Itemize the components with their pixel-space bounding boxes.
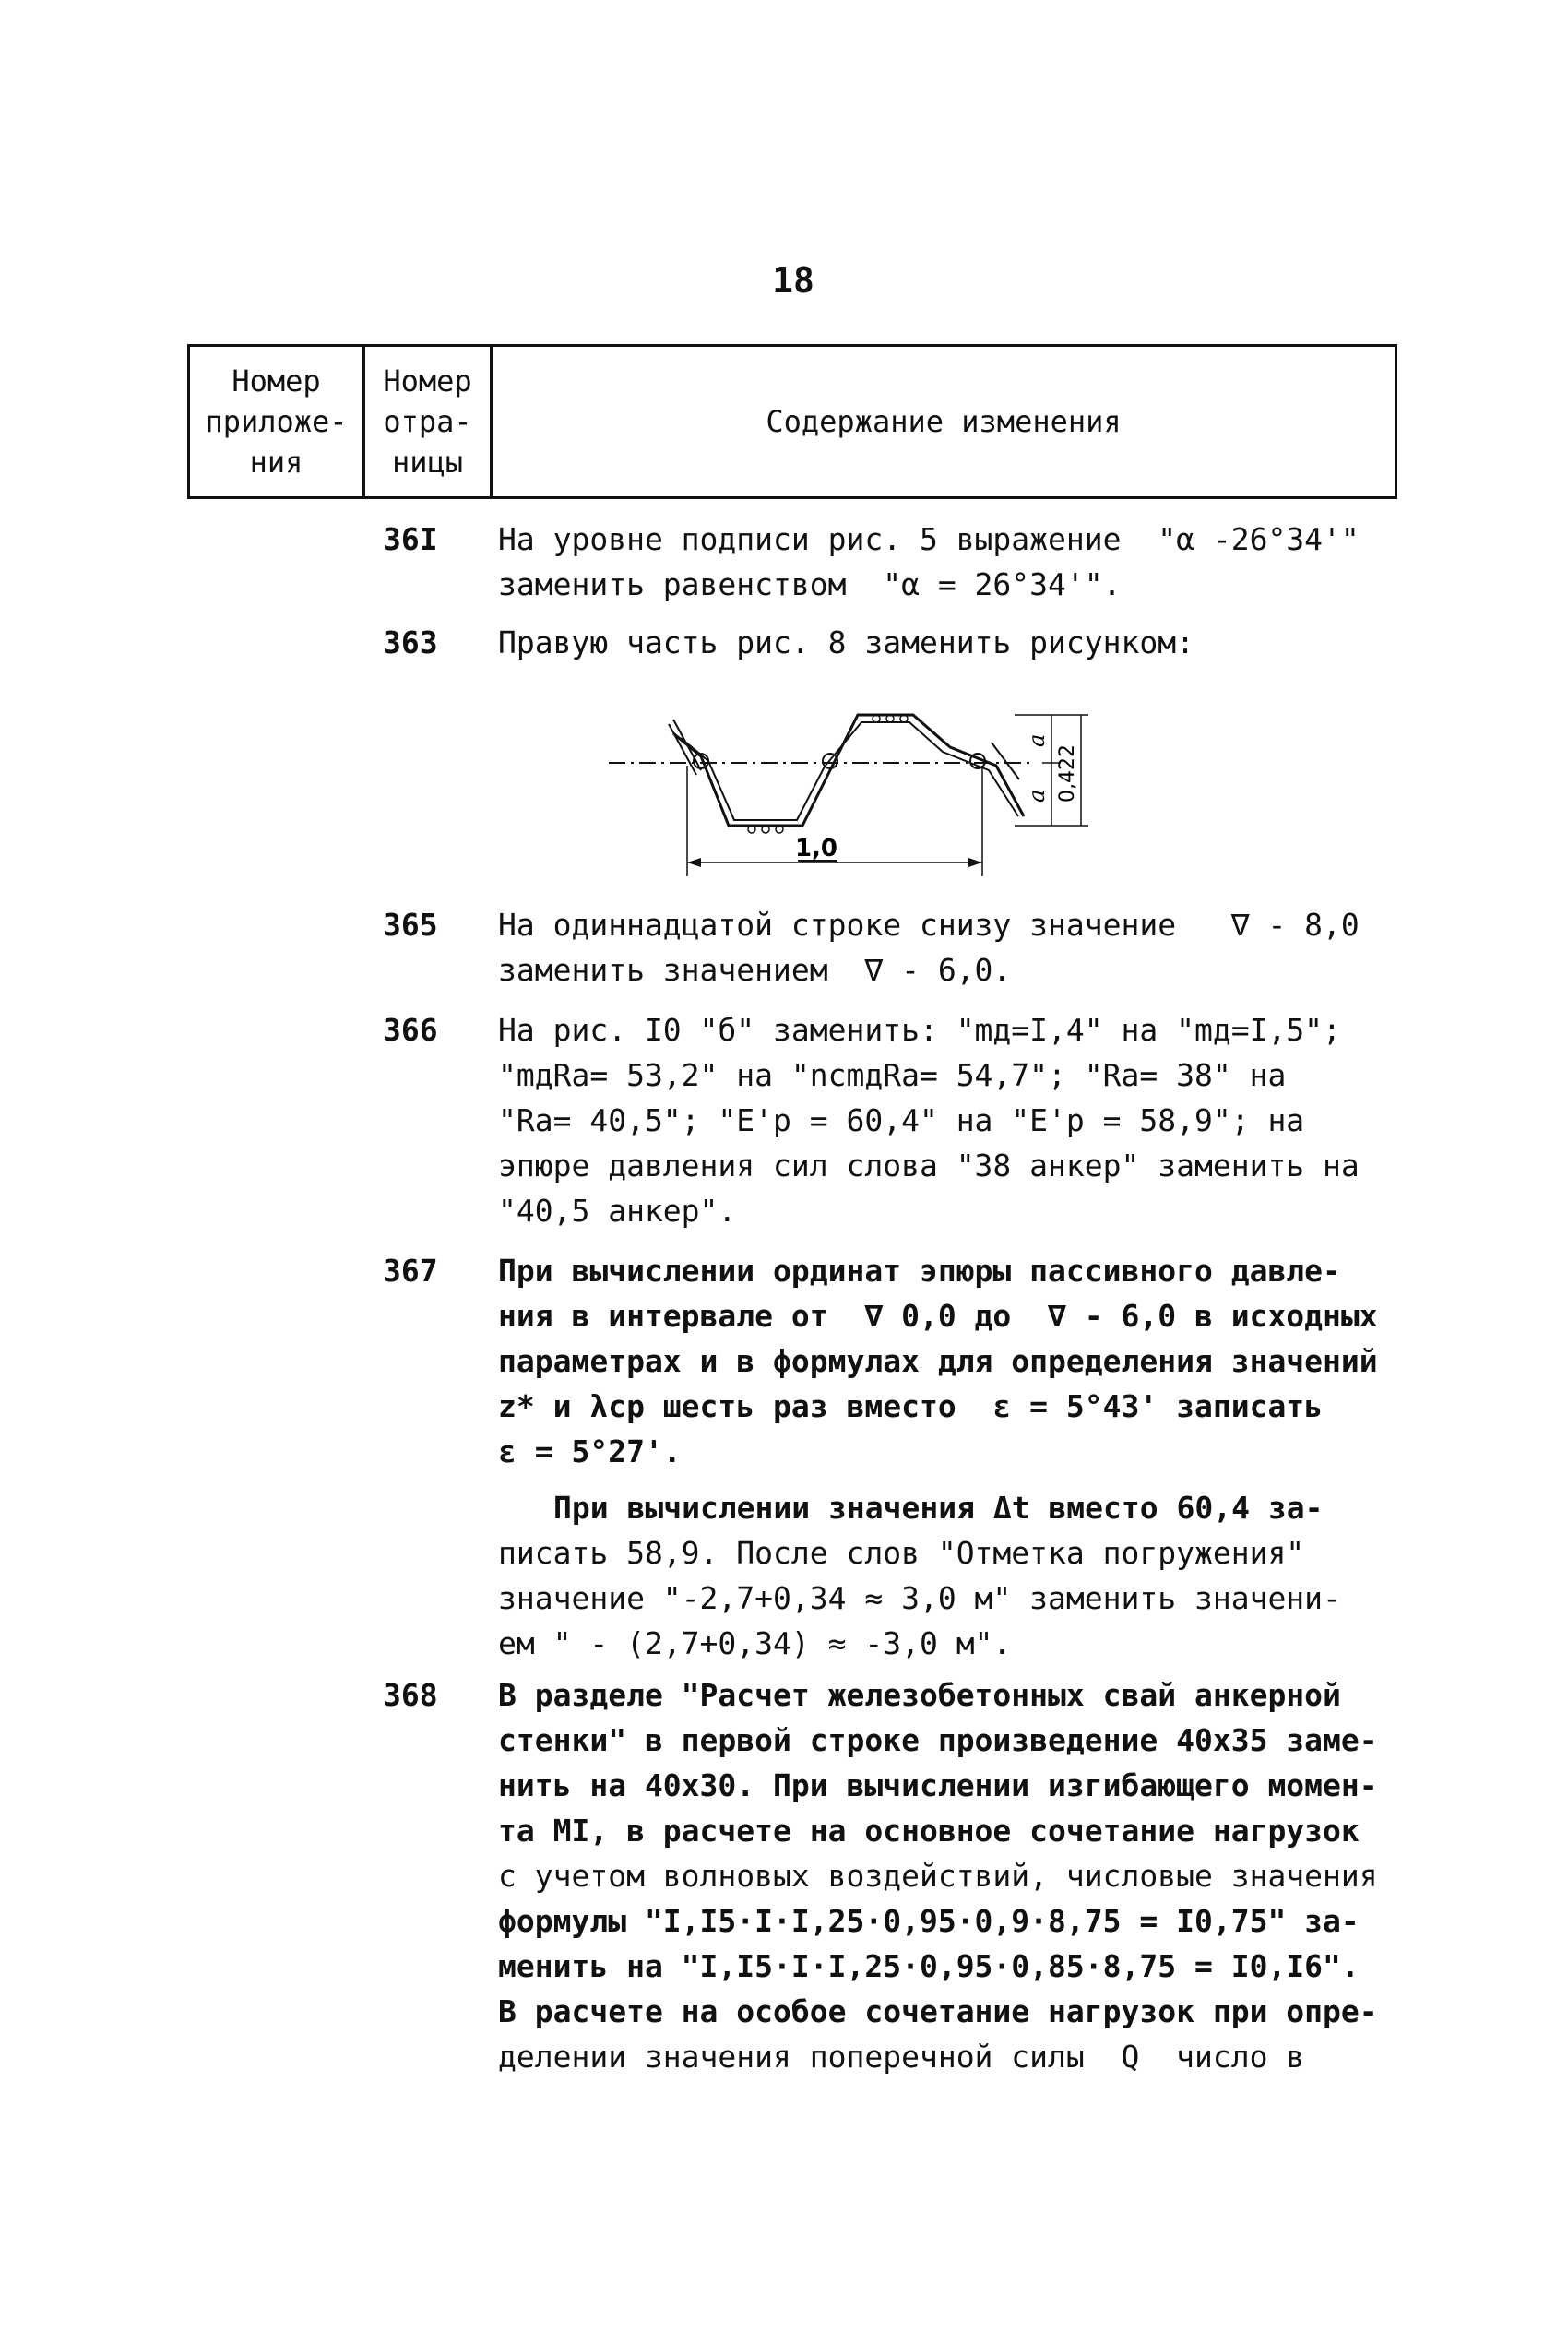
entry-line: В расчете на особое сочетание нагрузок при опре- — [498, 1993, 1378, 2029]
header-text: Номер — [232, 363, 321, 398]
page-number: 18 — [772, 260, 814, 301]
entry-text — [498, 517, 1402, 607]
entry-page-number: 365 — [383, 907, 438, 943]
entry-text — [498, 1248, 1402, 1666]
arrow-head — [687, 858, 701, 867]
header-text: ния — [249, 445, 303, 480]
header-text: приложе- — [205, 404, 348, 439]
entry-line: "mдRа= 53,2" на "nсmдRа= 54,7"; "Rа= 38" на — [498, 1057, 1287, 1093]
header-text: Содержание изменения — [766, 404, 1122, 439]
entry-line: делении значения поперечной силы Q число в — [498, 2039, 1305, 2075]
entry-line: параметрах и в формулах для определения значений — [498, 1343, 1378, 1379]
entry-line: ния в интервале от ∇ 0,0 до ∇ - 6,0 в исходных — [498, 1298, 1378, 1334]
entry-line: При вычислении ординат эпюры пассивного давле- — [498, 1253, 1341, 1289]
right-edge-mark — [992, 743, 1019, 779]
entry-line: нить на 40х30. При вычислении изгибающего момен- — [498, 1767, 1378, 1803]
entry-line: значение "-2,7+0,34 ≈ 3,0 м" заменить значени- — [498, 1580, 1341, 1616]
entry-text — [498, 1672, 1402, 2079]
entry-line: формулы "I,I5·I·I,25·0,95·0,9·8,75 = I0,75" за- — [498, 1903, 1360, 1939]
a-label-bottom: a — [1024, 789, 1050, 803]
entry-line: На рис. I0 "б" заменить: "mд=I,4" на "mд=I,5"; — [498, 1012, 1341, 1048]
entry-line: В разделе "Расчет железобетонных свай анкерной — [498, 1677, 1341, 1713]
arrow-head — [968, 858, 982, 867]
entry-line: ем " - (2,7+0,34) ≈ -3,0 м". — [498, 1625, 1012, 1661]
entry-page-number: 363 — [383, 624, 438, 660]
entry-line: та MI, в расчете на основное сочетание нагрузок — [498, 1813, 1360, 1849]
entry-line: эпюре давления сил слова "38 анкер" заменить на — [498, 1148, 1360, 1183]
entry-page-number: 367 — [383, 1253, 438, 1289]
height-label: 0,422 — [1056, 744, 1079, 803]
entry-line: стенки" в первой строке произведение 40х35 заме- — [498, 1722, 1378, 1758]
entry-line: заменить равенством "α = 26°34'". — [498, 566, 1122, 602]
header-text: ницы — [391, 445, 464, 480]
profile-inner-outline — [681, 722, 1018, 820]
entry-page-number: 366 — [383, 1012, 438, 1048]
header-text: отра- — [383, 404, 472, 439]
entry-line: заменить значением ∇ - 6,0. — [498, 952, 1012, 988]
entry-line: На уровне подписи рис. 5 выражение "α -26°34'" — [498, 521, 1360, 557]
a-label-top: a — [1024, 733, 1050, 747]
entry-line: ε = 5°27'. — [498, 1433, 682, 1469]
entry-line: с учетом волновых воздействий, числовые значения — [498, 1858, 1378, 1894]
entry-line: "40,5 анкер". — [498, 1193, 737, 1229]
entry-line: "Rа= 40,5"; "E'р = 60,4" на "E'р = 58,9"; на — [498, 1102, 1305, 1138]
entry-page-number: 368 — [383, 1677, 438, 1713]
sheet-pile-profile-figure — [609, 687, 1144, 899]
entry-text — [498, 1007, 1402, 1233]
header-cell-content — [493, 347, 1395, 496]
entry-line: писать 58,9. После слов "Отметка погружения" — [498, 1535, 1305, 1571]
entry-line: менить на "I,I5·I·I,25·0,95·0,85·8,75 = I0,I6". — [498, 1948, 1360, 1984]
entry-text — [498, 620, 1402, 665]
header-text: Номер — [383, 363, 472, 398]
entry-text — [498, 902, 1402, 993]
table-header — [187, 344, 1397, 499]
width-label: 1,0 — [794, 835, 838, 862]
header-cell-page-number — [365, 347, 493, 496]
entry-page-number: 36I — [383, 521, 438, 557]
profile-outline — [673, 715, 1024, 826]
header-cell-appendix-number — [190, 347, 365, 496]
entry-line: z* и λср шесть раз вместо ε = 5°43' записать — [498, 1388, 1324, 1424]
entry-line: Правую часть рис. 8 заменить рисунком: — [498, 624, 1194, 660]
entry-line: При вычислении значения Δt вместо 60,4 за- — [553, 1490, 1324, 1526]
entry-line: На одиннадцатой строке снизу значение ∇ - 8,0 — [498, 907, 1360, 943]
